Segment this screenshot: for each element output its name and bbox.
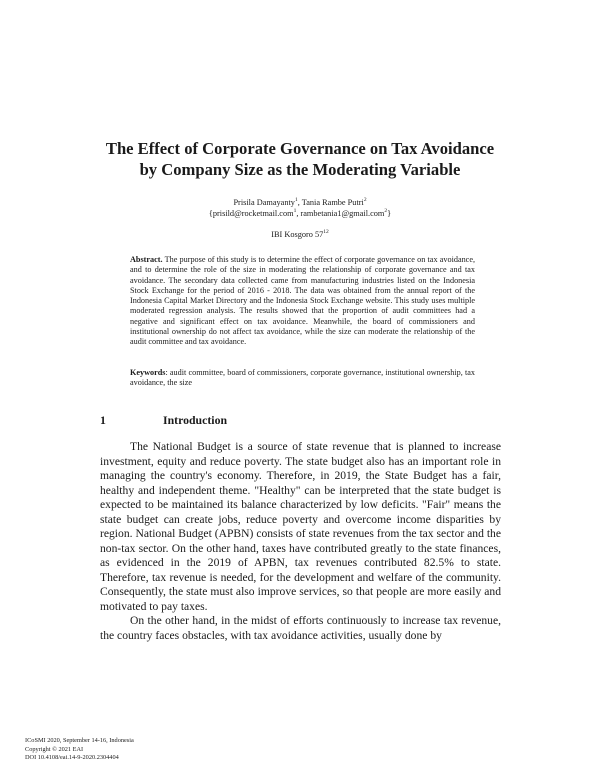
author-1: Prisila Damayanty [233,198,295,207]
abstract-text: The purpose of this study is to determine the effect of corporate governance on tax avoidance, and to determine the role of the size in moderating the relationship of corporate governance and tax avoidance. The secondary data collected came from manufacturing industries listed on the Indonesia Stock Exchange for the period of 2016 - 2018. The data was obtained from the annual report of the Indonesia Capital Market Directory and the Indonesia Stock Exchange website. This study uses multiple moderated regression analysis. The results showed that the proportion of audit committees had a negative and significant effect on tax avoidance. Meanwhile, the board of commissioners and institutional ownership do not affect tax avoidance, while the size can moderate the relationship of the audit committee and tax avoidance. [130,255,475,347]
footer-copyright: Copyright © 2021 EAI [25,745,84,753]
abstract [130,255,475,348]
author-1-sup: 1 [294,197,298,204]
emails-open: {prisild@rocketmail.com [208,209,294,218]
author-names [0,197,600,208]
author-emails [0,208,600,219]
paragraph-1: The National Budget is a source of state revenue that is planned to increase investment, equity and reduce poverty. The state budget also has an important role in managing the country's economy. Therefore, in 2019, the State Budget has a fair, healthy and independent theme. "Healthy" can be interpreted that the state budget is expected to be maintained its balance characterized by low deficits. "Fair" means the state budget can create jobs, reduce poverty and overcome income disparities by region. National Budget (APBN) consists of state revenues from the tax sector and the non-tax sector. On the other hand, taxes have contributed greatly to the state finances, as evidenced in the 2019 of APBN, tax revenues contributed 82.5% to state. Therefore, tax revenue is needed, for the development and welfare of the community. Consequently, the state must also improve services, so that people are more easily and motivated to pay taxes. [100,440,501,613]
emails-sep: , rambetania1@gmail.com [296,209,385,218]
section-title: Introduction [163,413,228,427]
keywords [130,368,475,389]
footer-conference: ICoSMI 2020, September 14-16, Indonesia [25,737,134,744]
affiliation [0,230,600,239]
author-separator: , [297,198,302,207]
title-line-2: by Company Size as the Moderating Variable [139,160,461,179]
emails-close: } [387,209,392,218]
footer [25,737,134,763]
footer-doi: DOI 10.4108/eai.14-9-2020.2304404 [25,754,119,762]
author-2: Tania Rambe Putri [301,198,364,207]
abstract-label: Abstract. [130,255,163,264]
section-number: 1 [100,413,106,427]
paragraph-2: On the other hand, in the midst of efforts continuously to increase tax revenue, the country faces obstacles, with tax avoidance activities, usually done by [100,614,501,642]
author-2-sup: 2 [363,197,367,204]
paper-title [0,138,600,180]
affiliation-sup: 12 [323,229,329,236]
section-heading [100,413,227,428]
authors-block [0,197,600,219]
keywords-text: : audit committee, board of commissioners, corporate governance, institutional ownership, tax avoidance, the size [130,368,475,388]
affiliation-name: IBI Kosgoro 57 [271,230,324,239]
email-1-sup: 1 [293,208,297,215]
email-2-sup: 2 [384,208,388,215]
keywords-label: Keywords [130,368,166,377]
body-text [100,440,501,643]
title-line-1: The Effect of Corporate Governance on Tax Avoidance [105,139,495,158]
